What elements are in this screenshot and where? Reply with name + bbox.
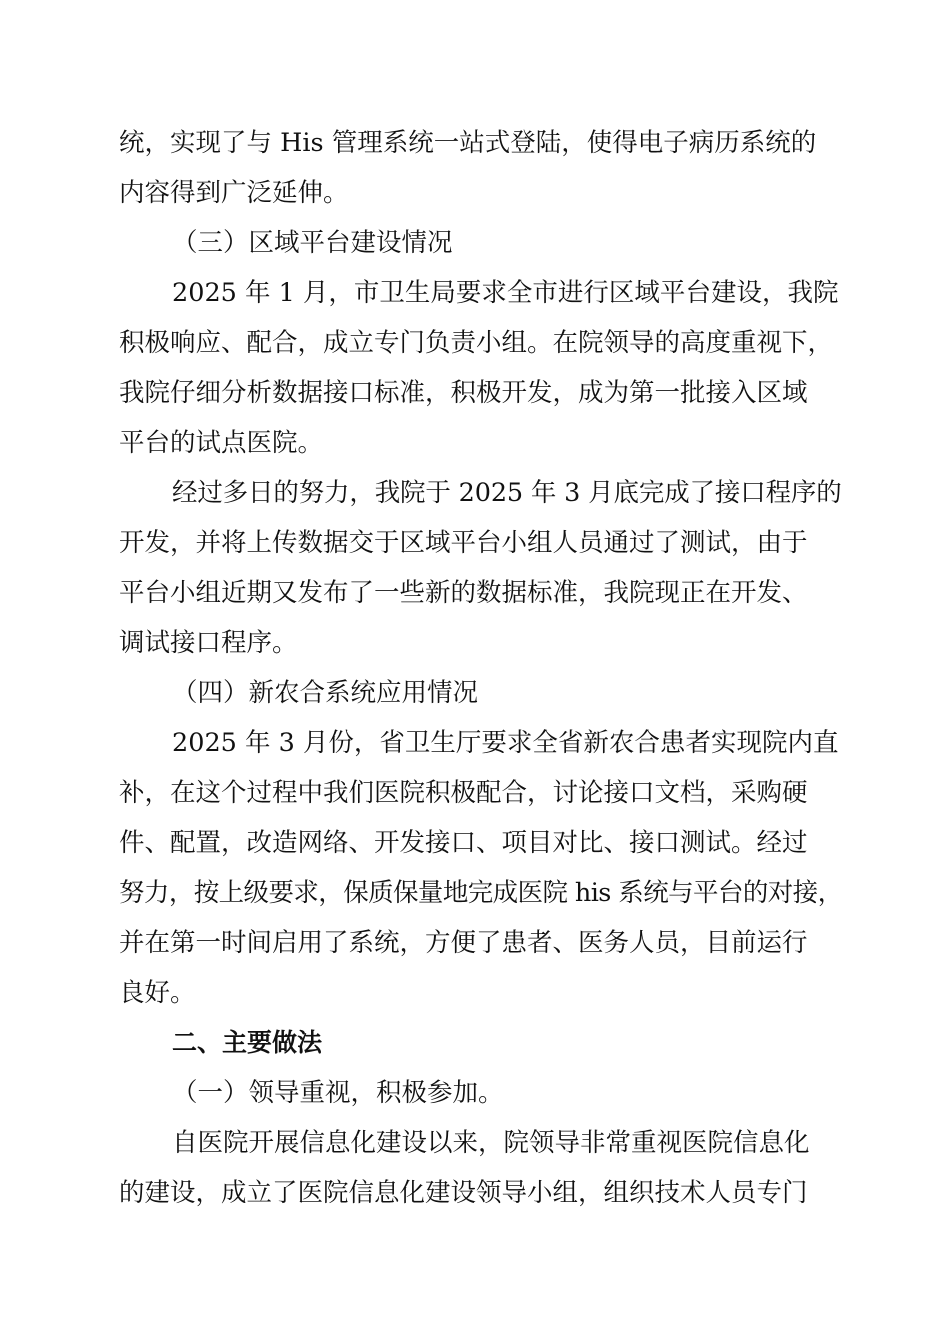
section-heading-main: 二、主要做法 xyxy=(172,1028,323,1057)
section-heading-3: （三）区域平台建设情况 xyxy=(172,228,453,258)
body-text-line: 统，实现了与 His 管理系统一站式登陆，使得电子病历系统的 xyxy=(119,128,817,158)
body-text-line: 平台小组近期又发布了一些新的数据标准，我院现正在开发、 xyxy=(119,578,808,608)
body-text-line: 2025 年 3 月份，省卫生厅要求全省新农合患者实现院内直 xyxy=(172,728,839,758)
body-text-line: 经过多日的努力，我院于 2025 年 3 月底完成了接口程序的 xyxy=(172,478,842,508)
body-text-line: 平台的试点医院。 xyxy=(119,428,324,458)
body-text-line: 积极响应、配合，成立专门负责小组。在院领导的高度重视下， xyxy=(119,328,834,358)
body-text-line: 开发，并将上传数据交于区域平台小组人员通过了测试，由于 xyxy=(119,528,808,558)
section-heading-4: （四）新农合系统应用情况 xyxy=(172,678,479,708)
body-text-line: 并在第一时间启用了系统，方便了患者、医务人员，目前运行 xyxy=(119,928,808,958)
body-text-line: 的建设，成立了医院信息化建设领导小组，组织技术人员专门 xyxy=(119,1178,808,1208)
body-text-line: 自医院开展信息化建设以来，院领导非常重视医院信息化 xyxy=(172,1128,810,1158)
body-text-line: 我院仔细分析数据接口标准，积极开发，成为第一批接入区域 xyxy=(119,378,808,408)
body-text-line: 2025 年 1 月，市卫生局要求全市进行区域平台建设，我院 xyxy=(172,278,839,308)
body-text-line: 件、配置，改造网络、开发接口、项目对比、接口测试。经过 xyxy=(119,828,808,858)
body-text-line: 努力，按上级要求，保质保量地完成医院 his 系统与平台的对接， xyxy=(119,878,843,908)
section-heading-1: （一）领导重视，积极参加。 xyxy=(172,1078,504,1108)
body-text-line: 内容得到广泛延伸。 xyxy=(119,178,349,208)
body-text-line: 补，在这个过程中我们医院积极配合，讨论接口文档，采购硬 xyxy=(119,778,808,808)
body-text-line: 良好。 xyxy=(119,978,196,1008)
body-text-line: 调试接口程序。 xyxy=(119,628,298,658)
